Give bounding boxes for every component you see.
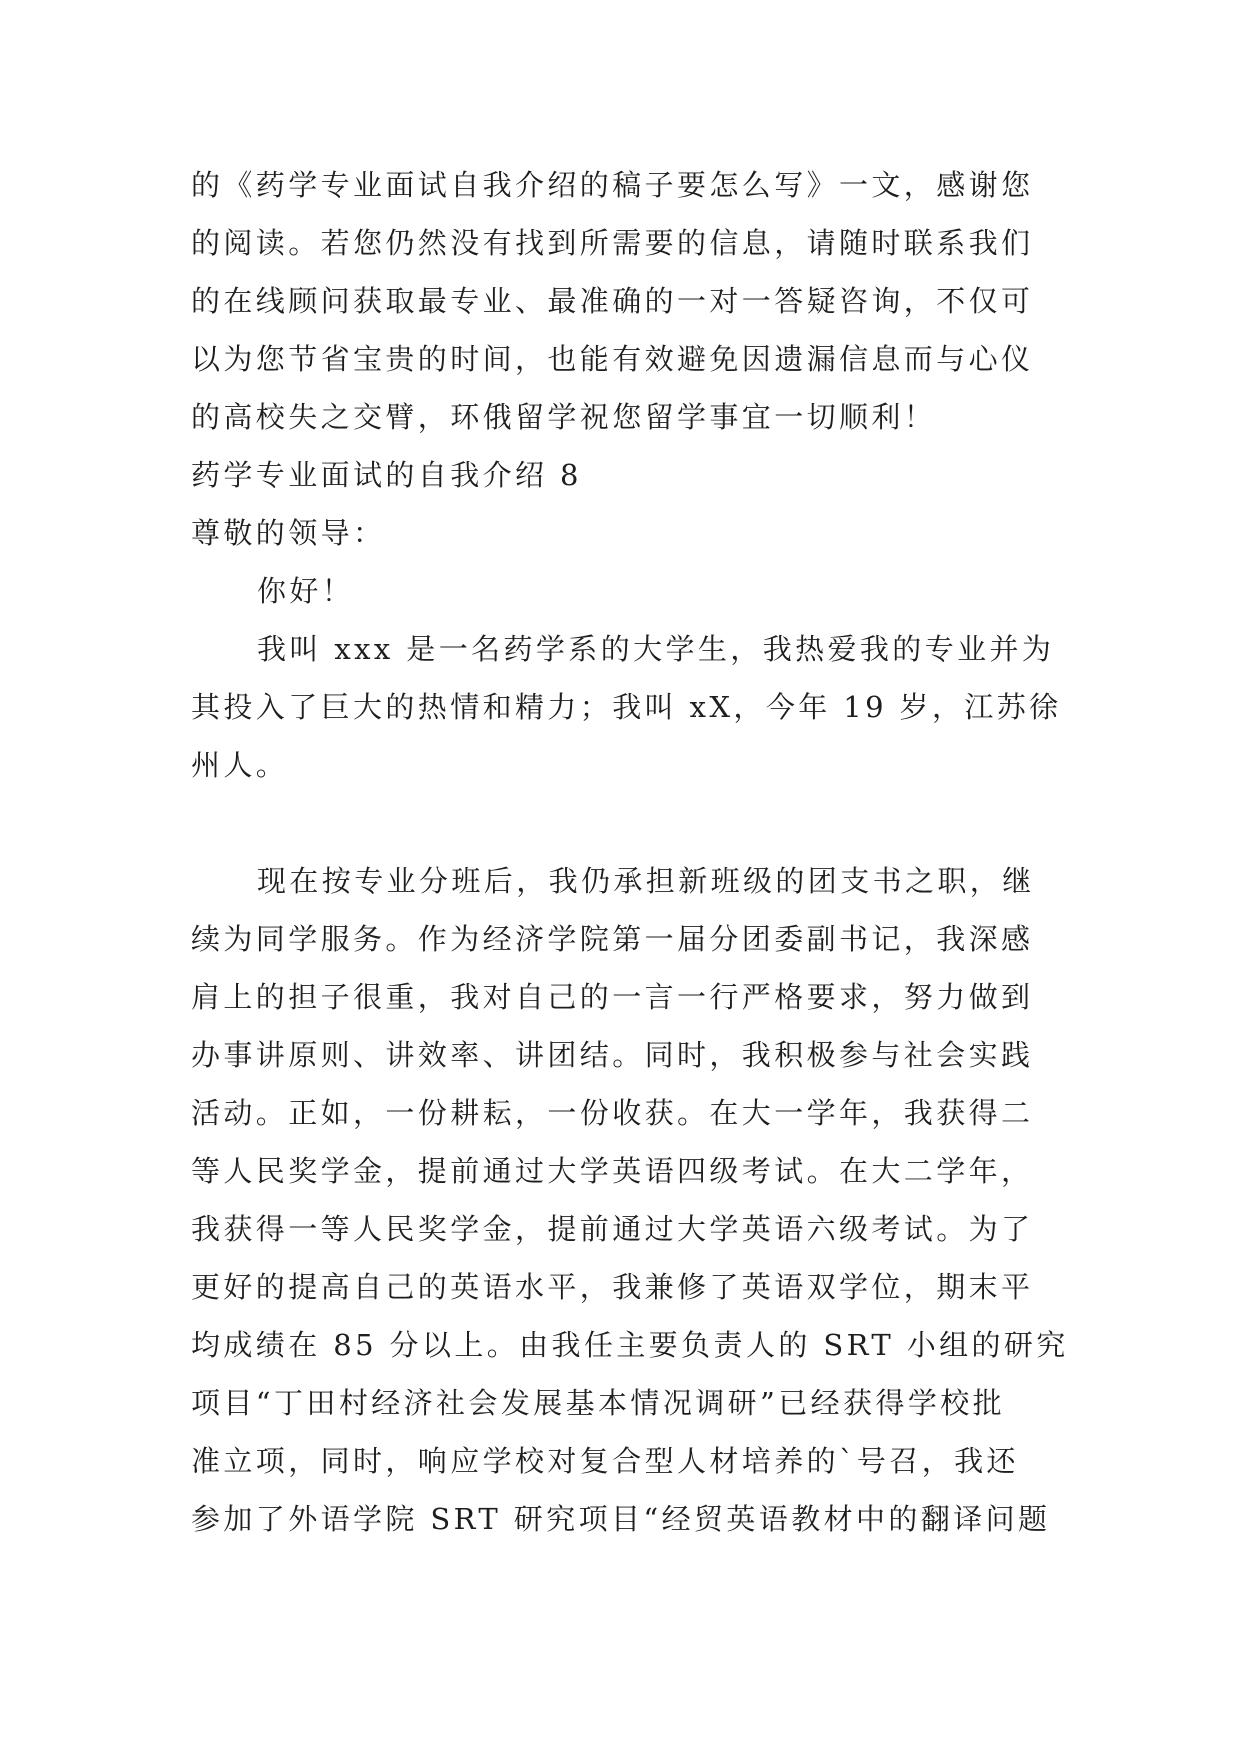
text-line: 等人民奖学金，提前通过大学英语四级考试。在大二学年， bbox=[191, 1154, 1034, 1188]
text-line: 续为同学服务。作为经济学院第一届分团委副书记，我深感 bbox=[191, 922, 1034, 956]
text-line: 活动。正如，一份耕耘，一份收获。在大一学年，我获得二 bbox=[191, 1096, 1034, 1130]
text-line: 的阅读。若您仍然没有找到所需要的信息，请随时联系我们 bbox=[191, 226, 1034, 260]
section-heading: 药学专业面试的自我介绍 8 bbox=[191, 458, 582, 492]
text-line: 准立项，同时，响应学校对复合型人材培养的`号召，我还 bbox=[191, 1444, 1019, 1478]
text-line: 的在线顾问获取最专业、最准确的一对一答疑咨询，不仅可 bbox=[191, 284, 1034, 318]
text-line: 的高校失之交臂，环俄留学祝您留学事宜一切顺利！ bbox=[191, 400, 937, 434]
text-line: 我叫 xxx 是一名药学系的大学生，我热爱我的专业并为 bbox=[257, 632, 1055, 666]
text-line: 肩上的担子很重，我对自己的一言一行严格要求，努力做到 bbox=[191, 980, 1034, 1014]
text-line: 更好的提高自己的英语水平，我兼修了英语双学位，期末平 bbox=[191, 1270, 1034, 1304]
text-line: 以为您节省宝贵的时间，也能有效避免因遗漏信息而与心仪 bbox=[191, 342, 1034, 376]
text-line: 参加了外语学院 SRT 研究项目“经贸英语教材中的翻译问题 bbox=[191, 1502, 1051, 1536]
salutation: 尊敬的领导： bbox=[191, 516, 386, 550]
text-line: 办事讲原则、讲效率、讲团结。同时，我积极参与社会实践 bbox=[191, 1038, 1034, 1072]
text-line: 项目“丁田村经济社会发展基本情况调研”已经获得学校批 bbox=[191, 1386, 1006, 1420]
text-line: 州人。 bbox=[191, 748, 289, 782]
greeting: 你好！ bbox=[257, 574, 355, 608]
text-line: 的《药学专业面试自我介绍的稿子要怎么写》一文，感谢您 bbox=[191, 168, 1034, 202]
text-line: 现在按专业分班后，我仍承担新班级的团支书之职，继 bbox=[257, 864, 1035, 898]
text-line: 均成绩在 85 分以上。由我任主要负责人的 SRT 小组的研究 bbox=[191, 1328, 1069, 1362]
text-line: 我获得一等人民奖学金，提前通过大学英语六级考试。为了 bbox=[191, 1212, 1034, 1246]
text-line: 其投入了巨大的热情和精力；我叫 xX，今年 19 岁，江苏徐 bbox=[191, 690, 1062, 724]
